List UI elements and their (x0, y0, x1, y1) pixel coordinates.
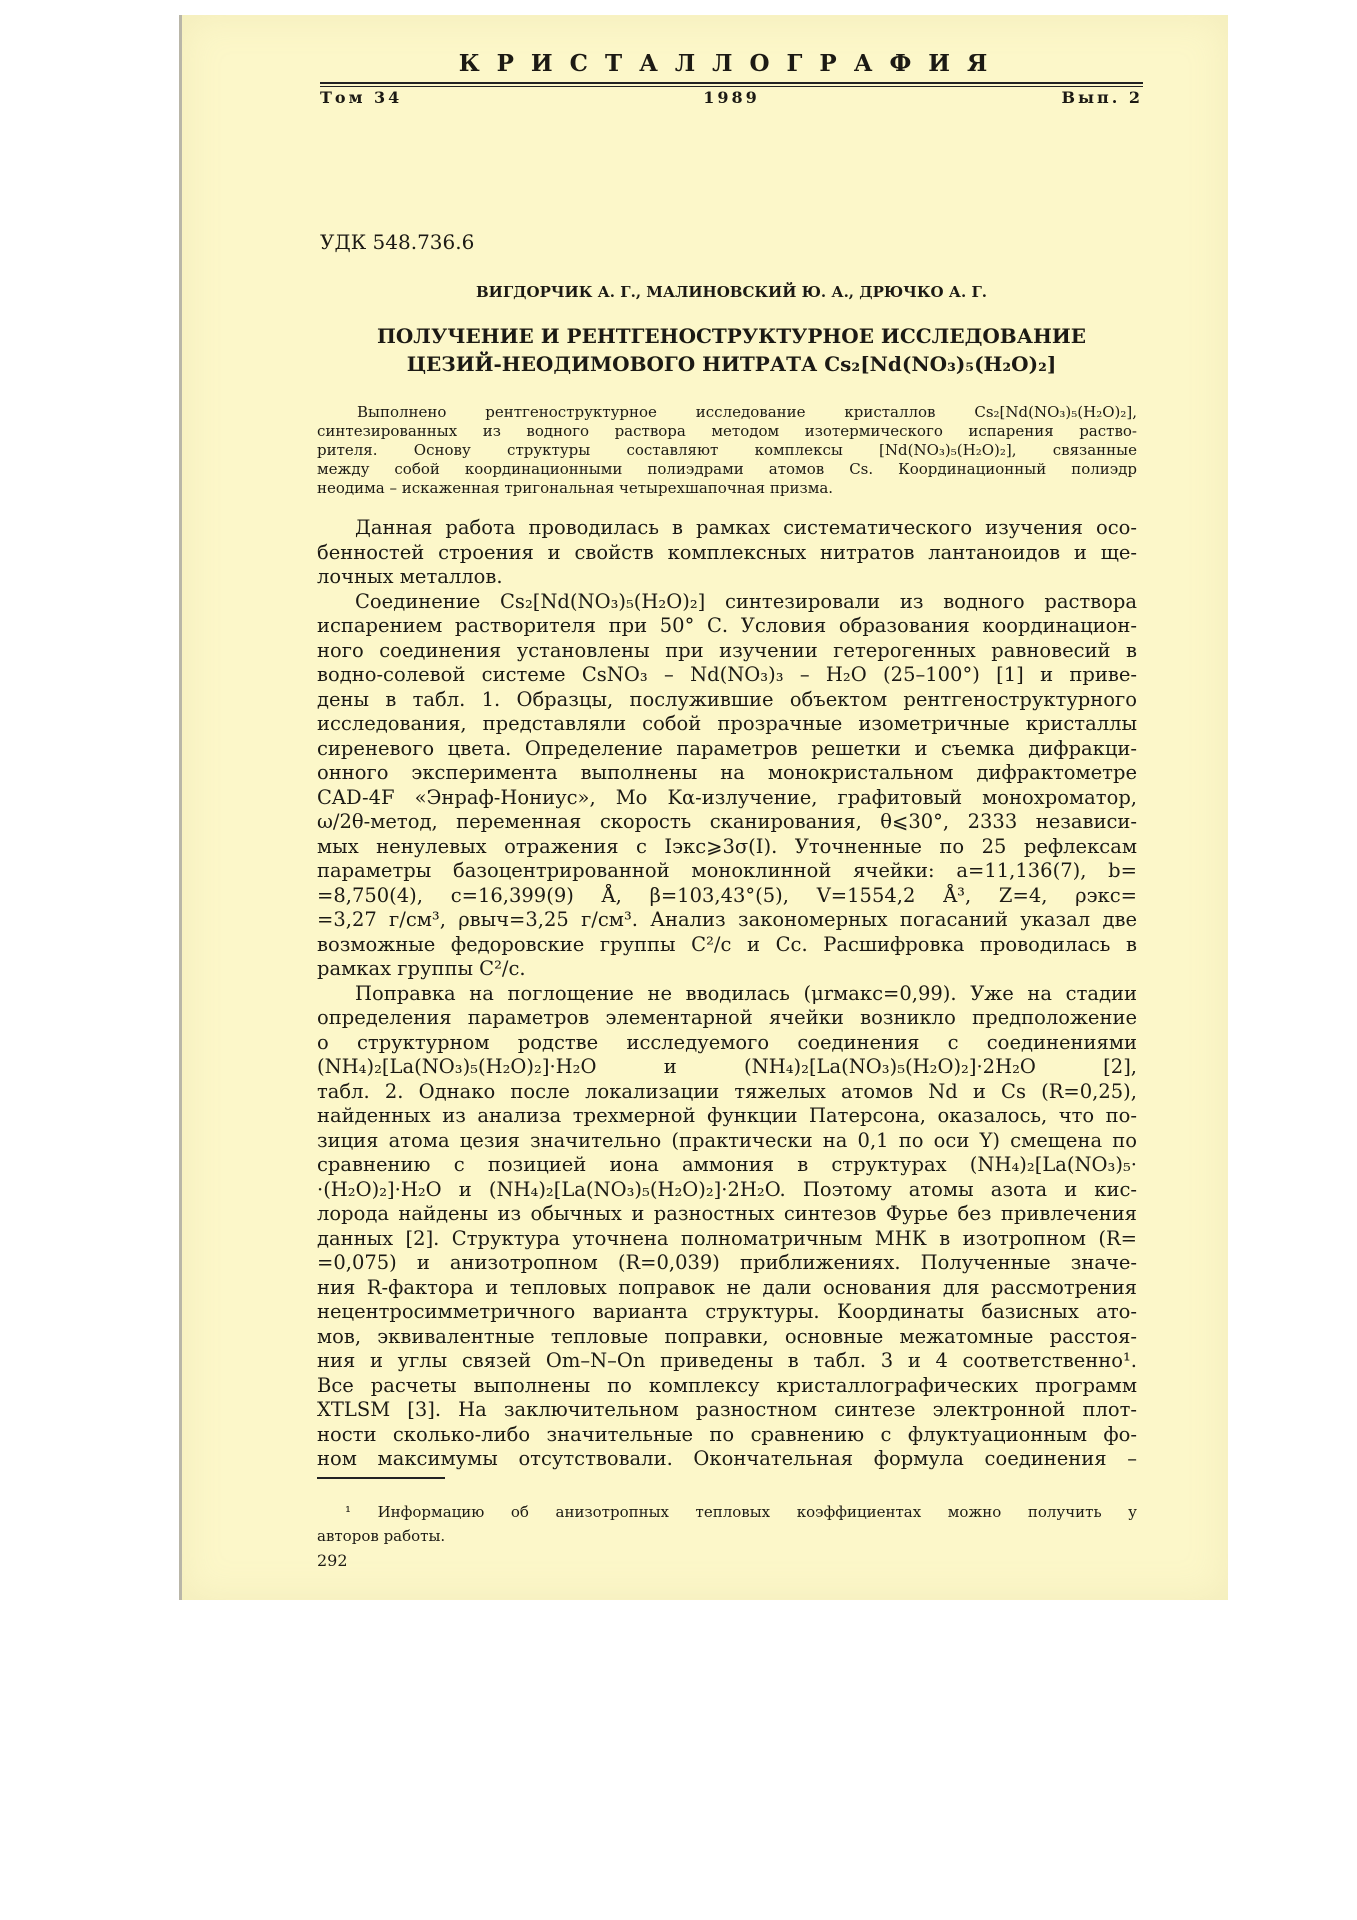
text-line: Поправка на поглощение не вводилась (μrмакс=0,99). Уже на стадии (355, 981, 1137, 1005)
footnote (317, 1500, 1137, 1548)
text-line: найденных из анализа трехмерной функции Патерсона, оказалось, что по- (317, 1104, 1137, 1127)
text-line: ном максимумы отсутствовали. Окончательная формула соединения – (317, 1447, 1137, 1470)
text-line: ω/2θ-метод, переменная скорость сканирования, θ⩽30°, 2333 независи- (317, 810, 1137, 833)
text-line: ния R-фактора и тепловых поправок не дали основания для рассмотрения (317, 1275, 1137, 1299)
text-line: исследования, представляли собой прозрачные изометричные кристаллы (317, 712, 1137, 735)
text-line: табл. 2. Однако после локализации тяжелых атомов Nd и Cs (R=0,25), (317, 1079, 1137, 1103)
text-line: Соединение Cs₂[Nd(NO₃)₅(H₂O)₂] синтезировали из водного раствора (355, 589, 1137, 613)
text-line: Все расчеты выполнены по комплексу кристаллографических программ (317, 1373, 1137, 1397)
abstract-line: неодима – искаженная тригональная четырехшапочная призма. (317, 479, 834, 497)
text-line: XTLSM [3]. На заключительном разностном синтезе электронной плот- (317, 1398, 1137, 1421)
text-line: (NH₄)₂[La(NO₃)₅(H₂O)₂]·H₂O и (NH₄)₂[La(NO₃)₅(H₂O)₂]·2H₂O [2], (317, 1055, 1137, 1078)
issue-number: Вып. 2 (1061, 88, 1143, 107)
text-line: ного соединения установлены при изучении гетерогенных равновесий в (317, 638, 1137, 662)
abstract-line: рителя. Основу структуры составляют комплексы [Nd(NO₃)₅(H₂O)₂], связанные (317, 441, 1137, 459)
text-line: возможные федоровские группы C²/c и Cc. Расшифровка проводилась в (317, 932, 1137, 956)
text-line: определения параметров элементарной ячейки возникло предположение (317, 1006, 1137, 1029)
text-line: лочных металлов. (317, 565, 503, 588)
footnote-line: ¹ Информацию об анизотропных тепловых коэффициентах можно получить у (345, 1503, 1137, 1521)
text-line: мов, эквивалентные тепловые поправки, основные межатомные расстоя- (317, 1324, 1137, 1348)
text-line: о структурном родстве исследуемого соединения с соединениями (317, 1030, 1137, 1054)
text-line: ности сколько-либо значительные по сравнению с флуктуационным фо- (317, 1422, 1137, 1446)
abstract (317, 403, 1137, 498)
page-number: 292 (317, 1551, 348, 1570)
text-line: ния и углы связей Om–N–On приведены в табл. 3 и 4 соответственно¹. (317, 1349, 1137, 1372)
volume: Том 34 (320, 88, 403, 107)
text-line: водно-солевой системе CsNO₃ – Nd(NO₃)₃ – H₂O (25–100°) [1] и приве- (317, 663, 1137, 686)
udc-code: УДК 548.736.6 (320, 230, 475, 254)
article-title (320, 322, 1143, 378)
title-line: ПОЛУЧЕНИЕ И РЕНТГЕНОСТРУКТУРНОЕ ИССЛЕДОВАНИЕ (376, 324, 1087, 348)
text-line: =0,075) и анизотропном (R=0,039) приближениях. Полученные значе- (317, 1251, 1137, 1274)
text-line: мых ненулевых отражения с Iэкс⩾3σ(I). Уточненные по 25 рефлексам (317, 834, 1137, 858)
text-line: =3,27 г/см³, ρвыч=3,25 г/см³. Анализ закономерных погасаний указал две (317, 908, 1137, 931)
text-line: сиреневого цвета. Определение параметров решетки и съемка дифракци- (317, 736, 1137, 760)
text-line: нецентросимметричного варианта структуры. Координаты базисных ато- (317, 1300, 1137, 1323)
text-line: данных [2]. Структура уточнена полноматричным МНК в изотропном (R= (317, 1226, 1137, 1250)
text-line: параметры базоцентрированной моноклинной ячейки: a=11,136(7), b= (317, 859, 1137, 882)
text-line: бенностей строения и свойств комплексных нитратов лантаноидов и ще- (317, 540, 1137, 564)
header-rule (320, 82, 1143, 87)
article-body (317, 516, 1137, 1472)
text-line: ·(H₂O)₂]·H₂O и (NH₄)₂[La(NO₃)₅(H₂O)₂]·2H₂O. Поэтому атомы азота и кис- (317, 1177, 1137, 1201)
title-line: ЦЕЗИЙ-НЕОДИМОВОГО НИТРАТА Cs₂[Nd(NO₃)₅(H₂O)₂] (406, 352, 1057, 376)
paragraph (317, 516, 1137, 590)
text-line: лорода найдены из обычных и разностных синтезов Фурье без привлечения (317, 1202, 1137, 1225)
text-line: рамках группы C²/c. (317, 957, 526, 980)
text-line: Данная работа проводилась в рамках систематического изучения осо- (355, 516, 1137, 539)
footnote-rule (317, 1477, 445, 1479)
text-line: зиция атома цезия значительно (практически на 0,1 по оси Y) смещена по (317, 1128, 1137, 1152)
authors: ВИГДОРЧИК А. Г., МАЛИНОВСКИЙ Ю. А., ДРЮЧКО А. Г. (475, 283, 988, 301)
year: 1989 (703, 88, 760, 107)
text-line: дены в табл. 1. Образцы, послужившие объектом рентгеноструктурного (317, 687, 1137, 711)
footnote-line: авторов работы. (317, 1527, 446, 1545)
text-line: CAD-4F «Энраф-Нониус», Mo Kα-излучение, графитовый монохроматор, (317, 785, 1137, 809)
journal-title: КРИСТАЛЛОГРАФИЯ (458, 50, 1005, 77)
issue-line (320, 88, 1143, 112)
abstract-line: синтезированных из водного раствора методом изотермического испарения раство- (317, 422, 1137, 440)
text-line: онного эксперимента выполнены на монокристальном дифрактометре (317, 761, 1137, 784)
abstract-line: Выполнено рентгеноструктурное исследование кристаллов Cs₂[Nd(NO₃)₅(H₂O)₂], (357, 403, 1137, 421)
text-line: =8,750(4), c=16,399(9) Å, β=103,43°(5), V=1554,2 Å³, Z=4, ρэкс= (317, 883, 1137, 907)
abstract-line: между собой координационными полиэдрами атомов Cs. Координационный полиэдр (317, 460, 1137, 478)
text-line: сравнению с позицией иона аммония в структурах (NH₄)₂[La(NO₃)₅· (317, 1153, 1137, 1176)
paragraph (317, 982, 1137, 1472)
paragraph (317, 590, 1137, 982)
text-line: испарением растворителя при 50° С. Условия образования координацион- (317, 614, 1137, 637)
